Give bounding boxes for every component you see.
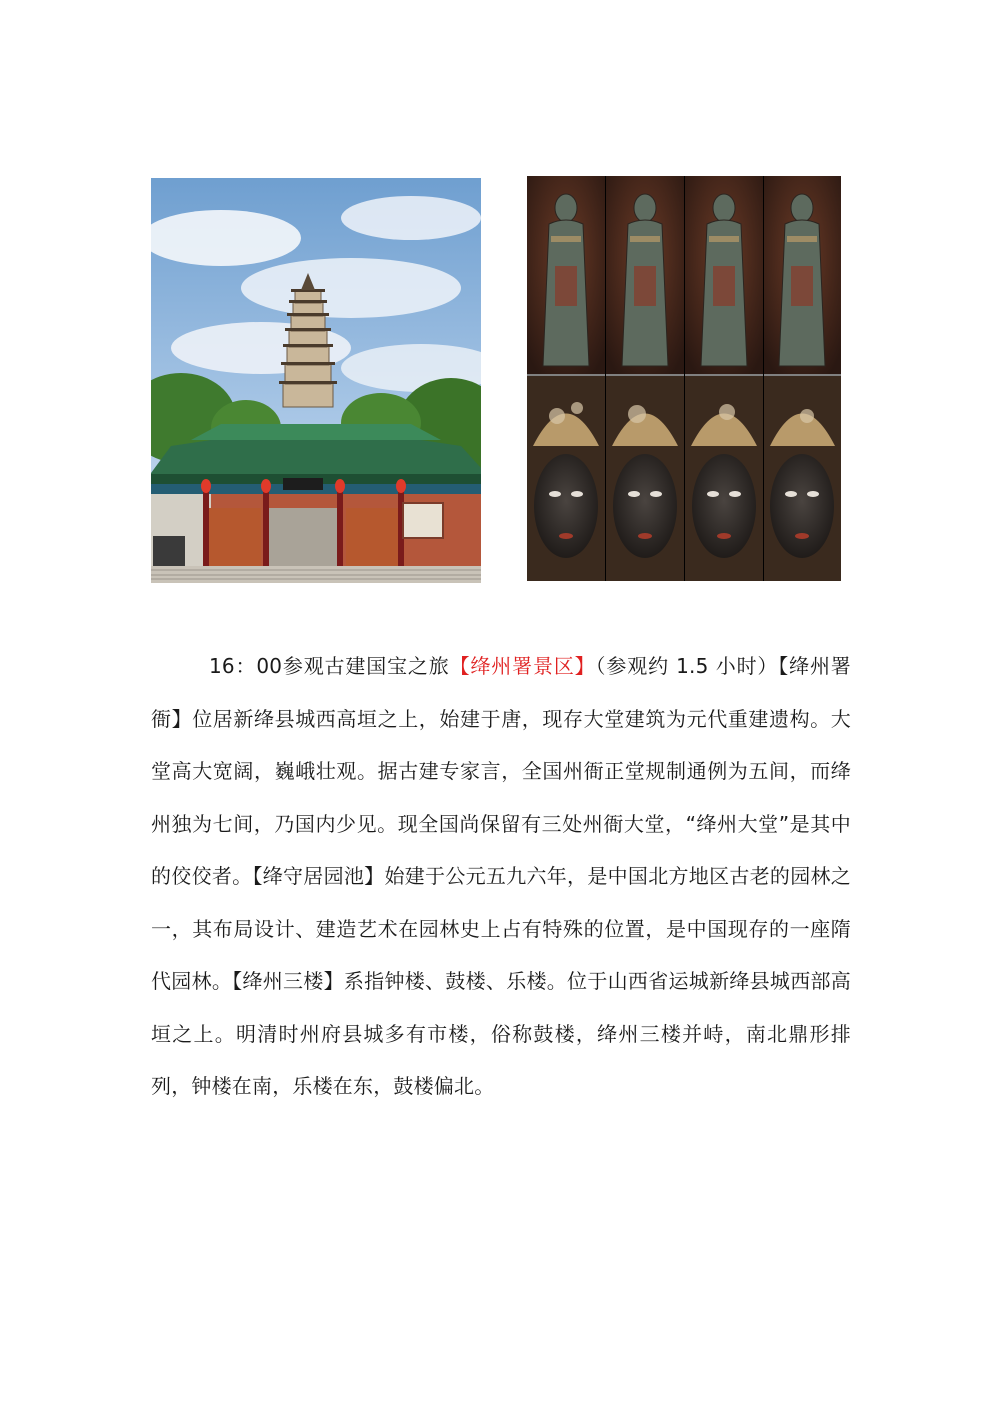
lead-time: 16：00 xyxy=(209,654,283,678)
temple-gate-with-pagoda-photo xyxy=(151,178,481,583)
visit-duration: （参观约 1.5 小时） xyxy=(595,654,779,678)
highlight-scenic-area: 【绛州署景区】 xyxy=(449,654,596,678)
itinerary-paragraph xyxy=(151,640,851,1113)
lead-text: 参观古建国宝之旅 xyxy=(282,654,450,678)
body-text: 【绛州署衙】位居新绛县城西高垣之上，始建于唐，现存大堂建筑为元代重建遗构。大堂高大宽阔，巍峨壮观。据古建专家言，全国州衙正堂规制通例为五间，而绛州独为七间，乃国内少见。现全国尚保留有三处州衙大堂，“绛州大堂”是其中的佼佼者。【绛守居园池】始建于公元五九六年，是中国北方地区古老的园林之一，其布局设计、建造艺术在园林史上占有特殊的位置，是中国现存的一座隋代园林。【绛州三楼】系指钟楼、鼓楼、乐楼。位于山西省运城新绛县城西部高垣之上。明清时州府县城多有市楼，俗称鼓楼，绛州三楼并峙，南北鼎形排列，钟楼在南，乐楼在东，鼓楼偏北。 xyxy=(151,654,851,1098)
painted-statues-collage-photo xyxy=(527,176,841,581)
